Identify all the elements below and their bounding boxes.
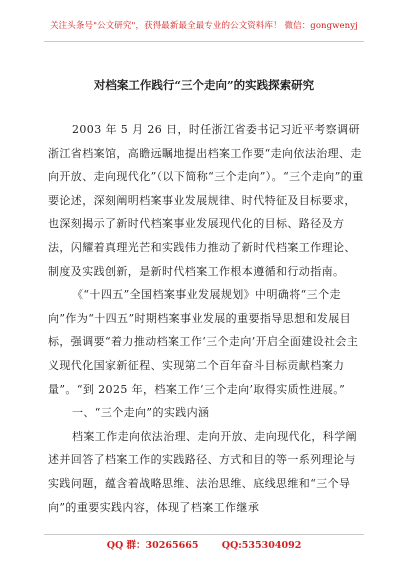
qq-group-text: QQ 群：30265665 — [106, 540, 199, 551]
footer-divider — [44, 534, 364, 535]
footer-contact — [40, 540, 368, 552]
document-title: 对档案工作践行“三个走向”的实践探索研究 — [93, 78, 315, 92]
paragraph-2: 《“十四五”全国档案事业发展规划》中明确将“三个走向”作为“十四五”时期档案事业发展的重要指导思想和发展目标，强调要“着力推动档案工作‘三个走向’开启全面建设社会主义现代化国家新征程、实现第二个百年奋斗目标贡献档案力量”。“到 2025 年，档案工作‘三个走向’取得实质性进展。” — [48, 288, 359, 396]
qq-text: QQ:535304092 — [221, 540, 302, 551]
section-heading-1: 一、“三个走向”的实践内涵 — [72, 406, 210, 420]
document-body — [48, 118, 364, 519]
paragraph-3: 档案工作走向依法治理、走向开放、走向现代化，科学阐述并回答了档案工作的实践路径、方式和目的等一系列理论与实践问题，蕴含着战略思维、法治思维、底线思维和“三个导向”的重要实践内容，体现了档案工作继承 — [48, 429, 357, 514]
header-divider — [44, 41, 364, 42]
paragraph-1: 2003 年 5 月 26 日，时任浙江省委书记习近平考察调研浙江省档案馆，高瞻远瞩地提出档案工作要“走向依法治理、走向开放、走向现代化”（以下简称“三个走向”）。“三个走向”的重要论述，深刻阐明档案事业发展规律、时代特征及目标要求，也深刻揭示了新时代档案事业发展现代化的目标、路径及方法，闪耀着真理光芒和实践伟力推动了新时代档案工作理论、制度及实践创新，是新时代档案工作根本遵循和行动指南。 — [48, 123, 364, 278]
header-banner: 关注头条号"公文研究"，获得最新最全最专业的公文资料库！ 微信：gongwenyj — [50, 21, 358, 31]
